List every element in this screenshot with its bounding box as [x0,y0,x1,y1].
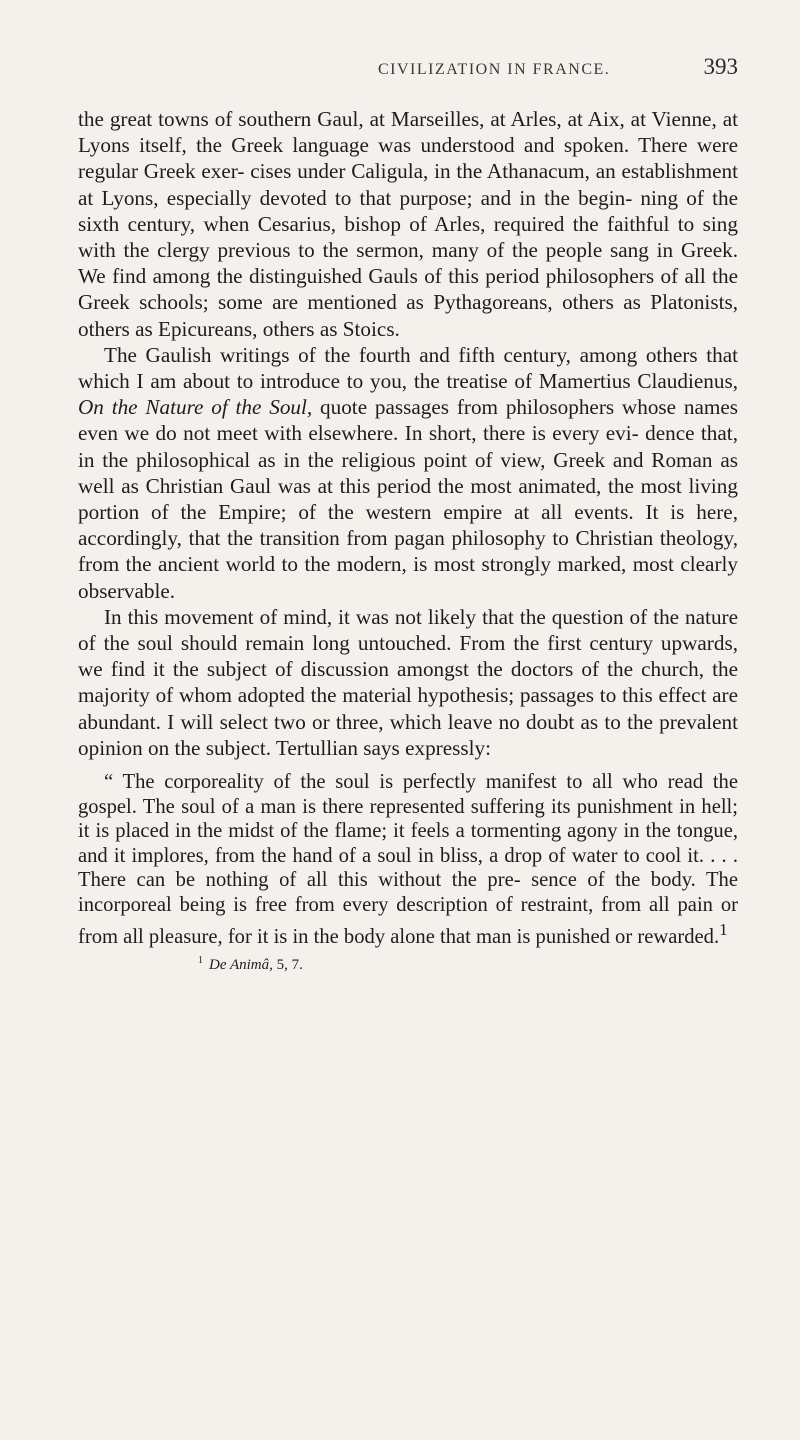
quote-paragraph [78,770,738,949]
block-quote [78,770,738,949]
footnote-title: De Animâ, [209,957,273,974]
paragraph: the great towns of southern Gaul, at Marseilles, at Arles, at Aix, at Vienne, at Lyons itself, the Greek language was understood and spoken. There were regular Greek exer- cises under Caligula, in the Athanacum, an establishment at Lyons, especially devoted to that purpose; and in the begin- ning of the sixth century, when Cesarius, bishop of Arles, required the faithful to sing with the clergy previous to the sermon, many of the people sang in Greek. We find among the distinguished Gauls of this period philosophers of all the Greek schools; some are mentioned as Pythagoreans, others as Platonists, others as Epicureans, others as Stoics. [78,107,738,341]
paragraph [78,342,738,604]
page-number: 393 [703,54,738,79]
footnote [198,955,738,974]
footnote-marker: 1 [198,955,203,967]
quote-text: “ The corporeality of the soul is perfectly manifest to all who read the gospel. The soul of a man is there represented suffering its punishment in hell; it is placed in the midst of the flame; it feels a tormenting agony in the tongue, and it implores, from the hand of a soul in bliss, a drop of water to cool it. . . . There can be nothing of all this without the pre- sence of the body. The incorporeal being is free from every description of restraint, from all pain or from all pleasure, for it is in the body alone that man is punished or rewarded. [78,771,738,948]
paragraph-text: quote passages from philosophers whose names even we do not meet with elsewhere. In short, there is every evi- dence that, in the philosophical as in the religious point of view, Greek and Roman as well as Christian Gaul was at this period the most animated, the most living portion of the Empire; of the western empire at all events. It is here, accordingly, that the transition from pagan philosophy to Christian theology, from the ancient world to the modern, is most strongly marked, most clearly observable. [78,395,738,603]
paragraph-text: The Gaulish writings of the fourth and fifth century, among others that which I am about to introduce to you, the treatise of Mamertius Claudienus, [78,342,738,394]
body-text [78,106,738,761]
running-title: CIVILIZATION IN FRANCE. [378,61,611,78]
running-head [378,54,738,98]
paragraph: In this movement of mind, it was not likely that the question of the nature of the soul should remain long untouched. From the first century upwards, we find it the subject of discussion amongst the doctors of the church, the majority of whom adopted the material hypothesis; passages to this effect are abundant. I will select two or three, which leave no doubt as to the prevalent opinion on the subject. Tertullian says expressly: [78,604,738,760]
footnote-reference: 1 [719,919,728,939]
footnote-ref: 5, 7. [272,957,303,974]
work-title: On the Nature of the Soul, [78,395,313,420]
